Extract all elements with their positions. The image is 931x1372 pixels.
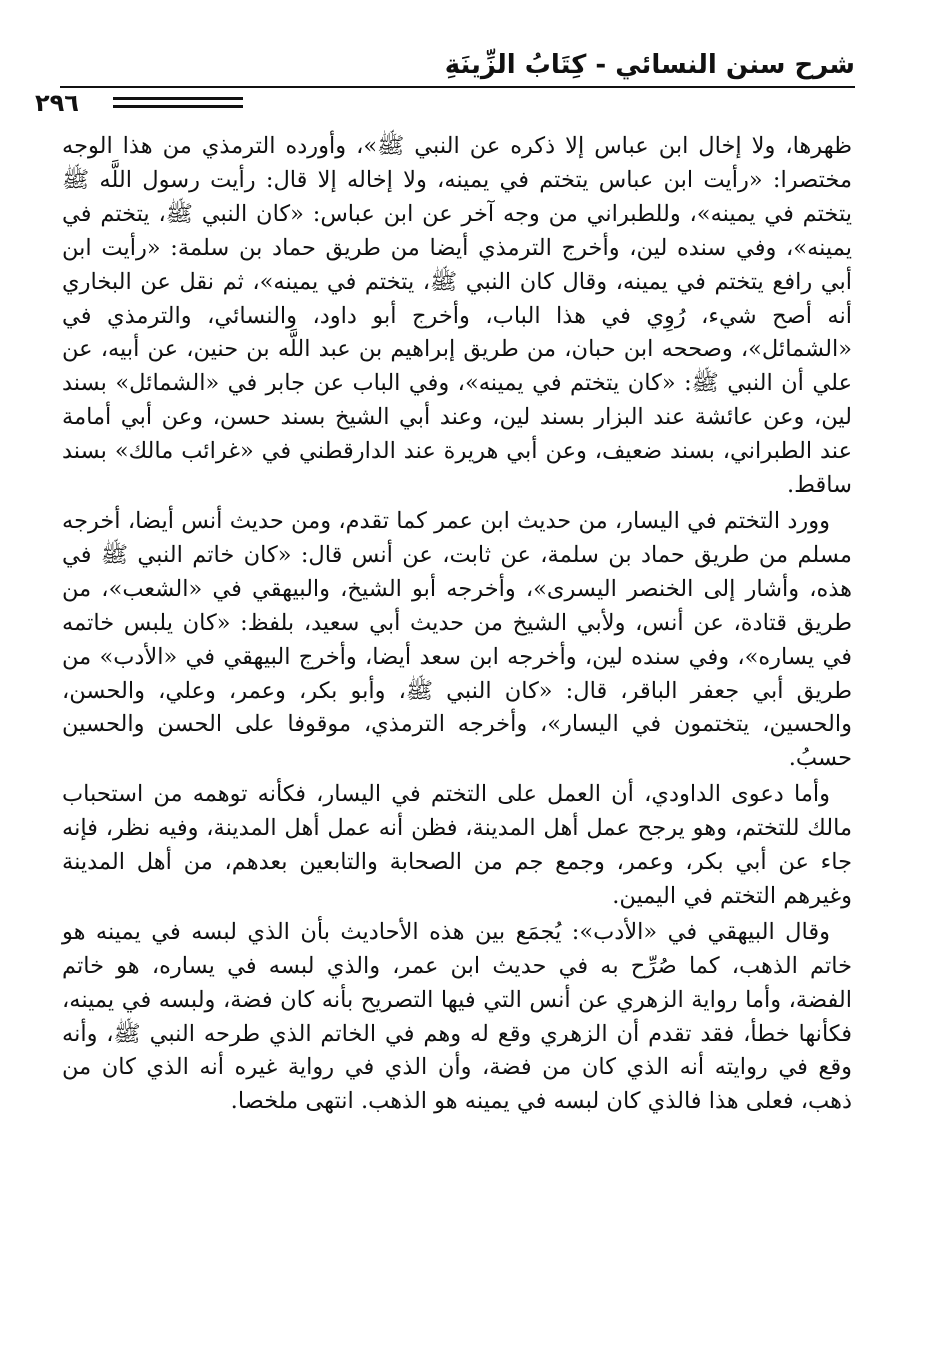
page-number-block (35, 88, 245, 118)
page-number-rule (113, 105, 243, 108)
page-number-rule (113, 97, 243, 100)
paragraph: وقال البيهقي في «الأدب»: يُجمَع بين هذه الأحاديث بأن الذي لبسه في يمينه هو خاتم الذهب، كما صُرِّح به في حديث ابن عمر، والذي لبسه في يساره، هو خاتم الفضة، وأما رواية الزهري عن أنس التي فيها التصريح بأنه كان فضة، ولبسه في يمينه، فكأنها خطأ، فقد تقدم أن الزهري وقع له وهم في الخاتم الذي طرحه النبي ﷺ، وأنه وقع في روايته أنه الذي كان من فضة، وأن الذي في رواية غيره أنه الذي كان من ذهب، فعلى هذا فالذي كان لبسه في يمينه هو الذهب. انتهى ملخصا. (62, 918, 852, 1115)
running-title: شرح سنن النسائي - كِتَابُ الزِّينَةِ (444, 50, 855, 80)
paragraph: وورد التختم في اليسار، من حديث ابن عمر كما تقدم، ومن حديث أنس أيضا، أخرجه مسلم من طريق حماد بن سلمة، عن ثابت، عن أنس قال: «كان خاتم النبي ﷺ في هذه، وأشار إلى الخنصر اليسرى»، وأخرجه أبو الشيخ، والبيهقي في «الشعب»، من طريق قتادة، عن أنس، ولأبي الشيخ من حديث أبي سعيد، بلفظ: «كان يلبس خاتمه في يساره»، وفي سنده لين، وأخرجه ابن سعد أيضا، وأخرج البيهقي في «الأدب» من طريق أبي جعفر الباقر، قال: «كان النبي ﷺ، وأبو بكر، وعمر، وعلي، والحسن، والحسين، يتختمون في اليسار»، وأخرجه الترمذي، موقوفا على الحسن والحسين حسبُ. (62, 507, 852, 772)
page-header (60, 38, 855, 88)
paragraph: وأما دعوى الداودي، أن العمل على التختم في اليسار، فكأنه توهمه من استحباب مالك للتختم، وهو يرجح عمل أهل المدينة، فظن أنه عمل أهل المدينة، وفيه نظر، فإنه جاء عن أبي بكر، وعمر، وجمع جم من الصحابة والتابعين بعدهم، من أهل المدينة وغيرهم التختم في اليمين. (62, 781, 852, 909)
paragraph: ظهرها، ولا إخال ابن عباس إلا ذكره عن النبي ﷺ»، وأورده الترمذي من هذا الوجه مختصرا: «رأيت ابن عباس يتختم في يمينه، ولا إخاله إلا قال: رأيت رسول اللَّه ﷺ يتختم في يمينه»، وللطبراني من وجه آخر عن ابن عباس: «كان النبي ﷺ، يتختم في يمينه»، وفي سنده لين، وأخرج الترمذي أيضا من طريق حماد بن سلمة: «رأيت ابن أبي رافع يتختم في يمينه، وقال كان النبي ﷺ، يتختم في يمينه»، ثم نقل عن البخاري أنه أصح شيء، رُوِي في هذا الباب، وأخرج أبو داود، والنسائي، والترمذي في «الشمائل»، وصححه ابن حبان، من طريق إبراهيم بن عبد اللَّه بن حنين، عن أبيه، عن علي أن النبي ﷺ: «كان يتختم في يمينه»، وفي الباب عن جابر في «الشمائل» بسند لين، وعن عائشة عند البزار بسند لين، وعند أبي الشيخ بسند حسن، وعن أبي أمامة عند الطبراني، بسند ضعيف، وعن أبي هريرة عند الدارقطني في «غرائب مالك» بسند ساقط. (62, 133, 852, 499)
body-text (62, 130, 852, 1121)
page-number: ٢٩٦ (35, 89, 79, 117)
